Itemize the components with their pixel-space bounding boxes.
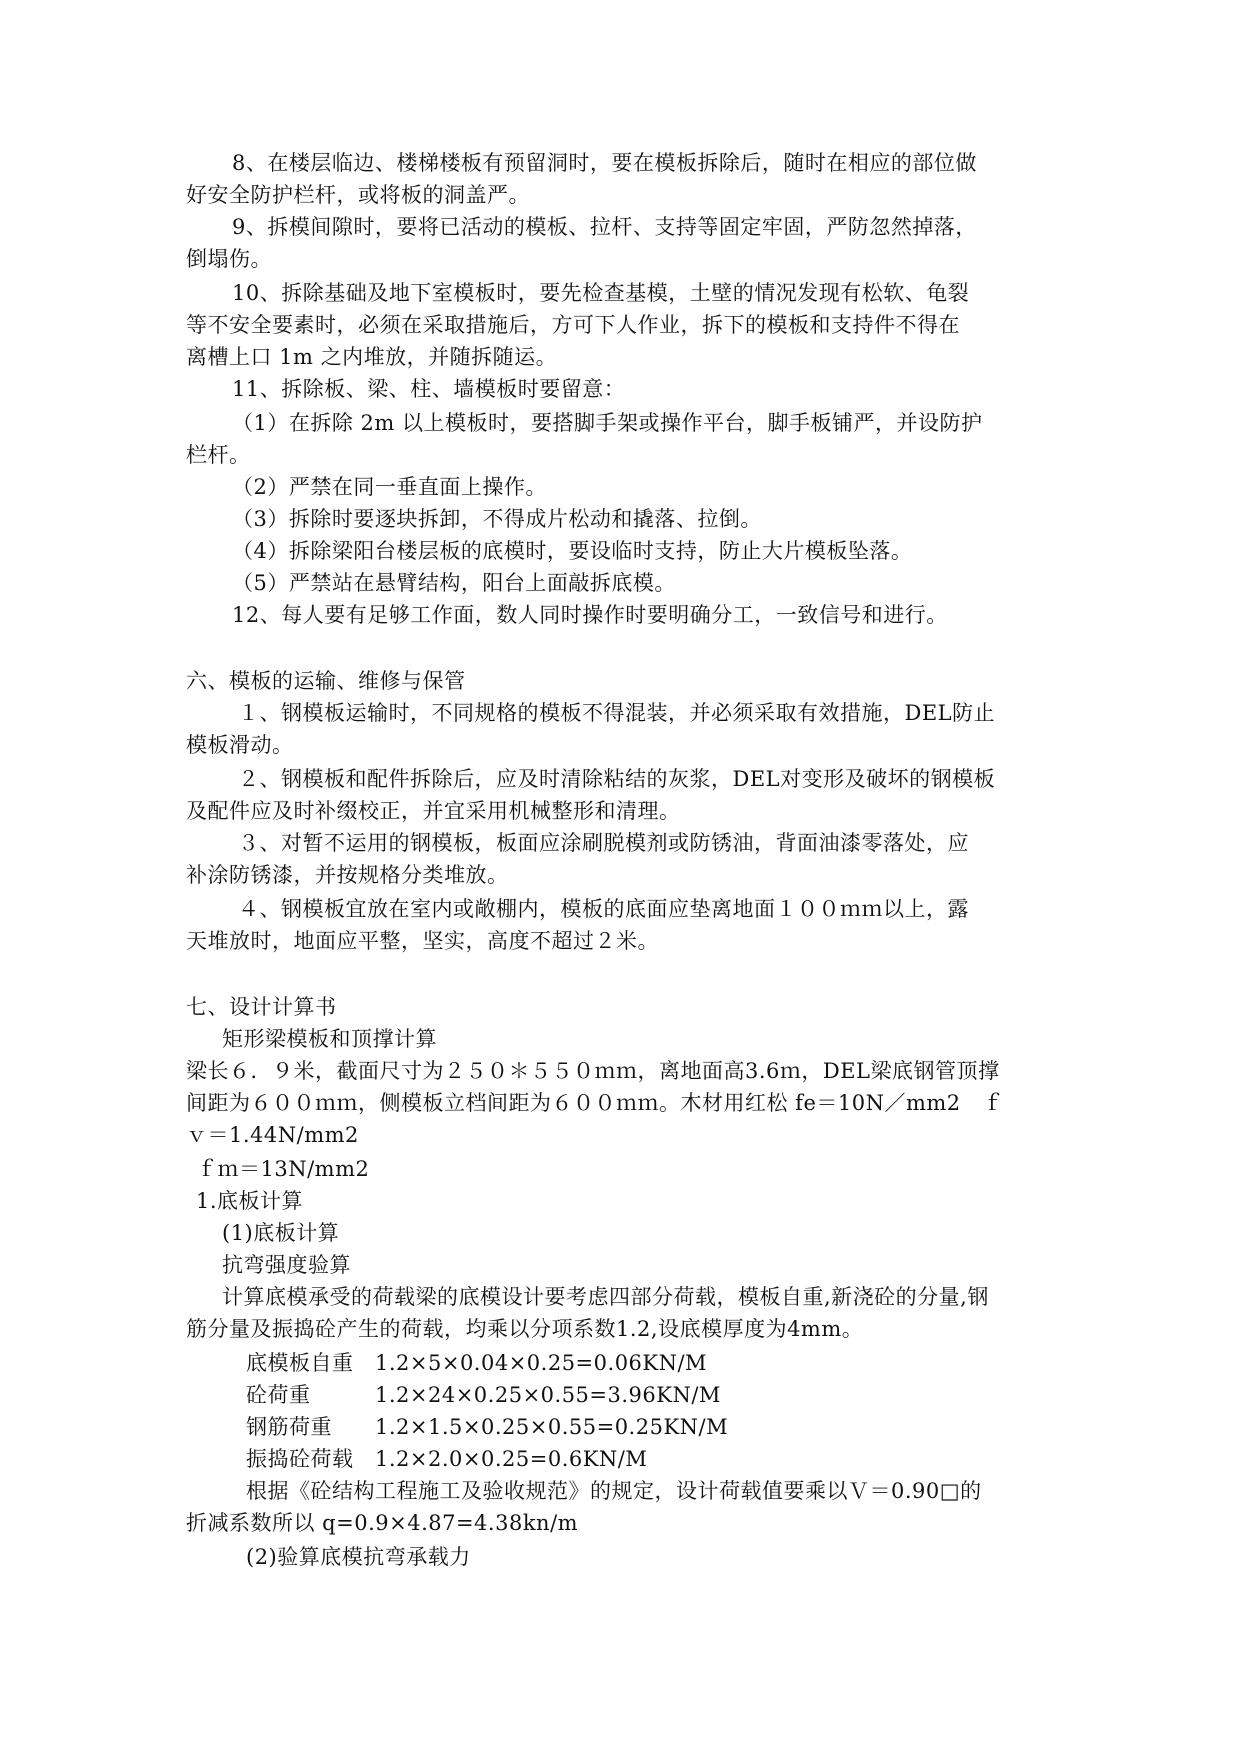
paragraph-line: （4）拆除梁阳台楼层板的底模时，要设临时支持，防止大片模板坠落。 bbox=[232, 539, 913, 563]
paragraph-line: ｆｍ＝13N/mm2 bbox=[196, 1157, 370, 1181]
paragraph-line: 12、每人要有足够工作面，数人同时操作时要明确分工，一致信号和进行。 bbox=[232, 603, 948, 627]
paragraph-line: 矩形梁模板和顶撑计算 bbox=[222, 1027, 437, 1051]
paragraph-line: 补涂防锈漆，并按规格分类堆放。 bbox=[186, 863, 509, 887]
paragraph-line: 8、在楼层临边、楼梯楼板有预留洞时，要在模板拆除后，随时在相应的部位做 bbox=[232, 151, 977, 175]
paragraph-line: 天堆放时，地面应平整，坚实，高度不超过２米。 bbox=[186, 929, 659, 953]
calculation-line: 底模板自重 1.2×5×0.04×0.25=0.06KN/M bbox=[246, 1351, 708, 1375]
paragraph-line: (2)验算底模抗弯承载力 bbox=[246, 1545, 471, 1569]
paragraph-line: 筋分量及振捣砼产生的荷载，均乘以分项系数1.2,设底模厚度为4mm。 bbox=[186, 1317, 864, 1341]
paragraph-line: (1)底板计算 bbox=[222, 1221, 340, 1245]
calculation-line: 钢筋荷重 1.2×1.5×0.25×0.55=0.25KN/M bbox=[246, 1415, 729, 1439]
paragraph-line: 计算底模承受的荷载梁的底模设计要考虑四部分荷载，模板自重,新浇砼的分量,钢 bbox=[222, 1285, 989, 1309]
paragraph-line: 抗弯强度验算 bbox=[222, 1253, 351, 1277]
section-heading: 七、设计计算书 bbox=[186, 995, 337, 1019]
paragraph-line: 11、拆除板、梁、柱、墙模板时要留意： bbox=[232, 377, 626, 401]
paragraph-line: 及配件应及时补缀校正，并宜采用机械整形和清理。 bbox=[186, 799, 681, 823]
paragraph-line: 10、拆除基础及地下室模板时，要先检查基模，土壁的情况发现有松软、龟裂 bbox=[232, 281, 970, 305]
paragraph-line: 模板滑动。 bbox=[186, 733, 294, 757]
paragraph-line: 间距为６００ｍｍ，侧模板立档间距为６００ｍｍ。木材用红松 fe＝10N／mm2 ｆ bbox=[186, 1091, 1004, 1115]
paragraph-line: ｖ＝1.44N/mm2 bbox=[186, 1123, 359, 1147]
paragraph-line: １、钢模板运输时，不同规格的模板不得混装，并必须采取有效措施，DEL防止 bbox=[238, 701, 996, 725]
paragraph-line: （3）拆除时要逐块拆卸，不得成片松动和撬落、拉倒。 bbox=[232, 507, 762, 531]
paragraph-line: ２、钢模板和配件拆除后，应及时清除粘结的灰浆，DEL对变形及破坏的钢模板 bbox=[238, 767, 996, 791]
paragraph-line: ４、钢模板宜放在室内或敞棚内，模板的底面应垫离地面１００ｍｍ以上，露 bbox=[238, 897, 969, 921]
paragraph-line: （2）严禁在同一垂直面上操作。 bbox=[232, 475, 547, 499]
section-heading: 六、模板的运输、维修与保管 bbox=[186, 669, 466, 693]
calculation-line: 砼荷重 1.2×24×0.25×0.55=3.96KN/M bbox=[246, 1383, 721, 1407]
paragraph-line: 栏杆。 bbox=[186, 443, 251, 467]
paragraph-line: 等不安全要素时，必须在采取措施后，方可下人作业，拆下的模板和支持件不得在 bbox=[186, 313, 960, 337]
paragraph-line: 离槽上口 1m 之内堆放，并随拆随运。 bbox=[186, 345, 558, 369]
paragraph-line: 倒塌伤。 bbox=[186, 247, 272, 271]
paragraph-line: 根据《砼结构工程施工及验收规范》的规定，设计荷载值要乘以Ｖ＝0.90□的 bbox=[246, 1479, 982, 1503]
paragraph-line: 1.底板计算 bbox=[196, 1189, 304, 1213]
paragraph-line: （1）在拆除 2m 以上模板时，要搭脚手架或操作平台，脚手板铺严，并设防护 bbox=[232, 411, 983, 435]
paragraph-line: ３、对暂不运用的钢模板，板面应涂刷脱模剂或防锈油，背面油漆零落处，应 bbox=[238, 831, 969, 855]
paragraph-line: （5）严禁站在悬臂结构，阳台上面敲拆底模。 bbox=[232, 571, 676, 595]
calculation-line: 振捣砼荷载 1.2×2.0×0.25=0.6KN/M bbox=[246, 1447, 648, 1471]
paragraph-line: 9、拆模间隙时，要将已活动的模板、拉杆、支持等固定牢固，严防忽然掉落， bbox=[232, 215, 977, 239]
paragraph-line: 折减系数所以 q=0.9×4.87=4.38kn/m bbox=[186, 1511, 579, 1535]
paragraph-line: 好安全防护栏杆，或将板的洞盖严。 bbox=[186, 183, 530, 207]
paragraph-line: 梁长６．９米，截面尺寸为２５０＊５５０ｍｍ，离地面高3.6ｍ，DEL梁底钢管顶撑 bbox=[186, 1059, 1000, 1083]
